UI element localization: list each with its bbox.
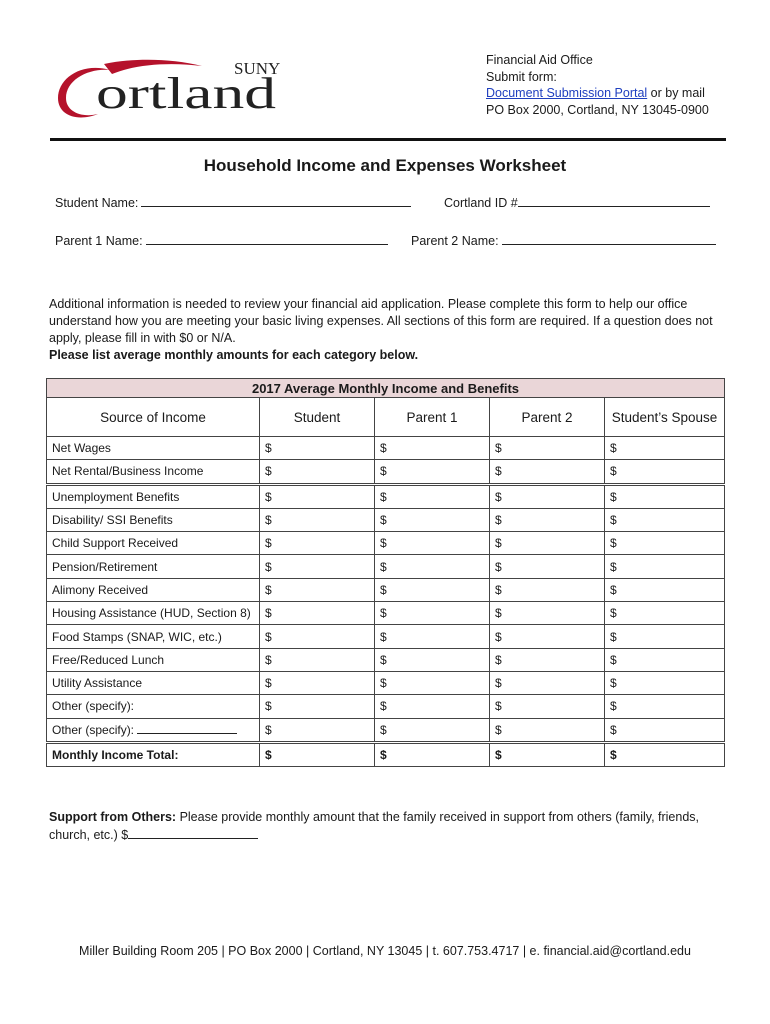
column-header: Parent 1: [375, 398, 490, 437]
table-row: [47, 508, 725, 531]
amount-cell[interactable]: $: [605, 718, 725, 742]
student-name-label: Student Name:: [55, 196, 139, 210]
specify-line[interactable]: [137, 722, 237, 734]
table-row: [47, 532, 725, 555]
table-row: [47, 671, 725, 694]
table-row: [47, 484, 725, 508]
amount-cell[interactable]: $: [375, 695, 490, 718]
amount-cell[interactable]: $: [260, 718, 375, 742]
income-source-label: Unemployment Benefits: [47, 484, 260, 508]
table-row: [47, 578, 725, 601]
amount-cell[interactable]: $: [490, 578, 605, 601]
mail-option-text: or by mail: [647, 86, 705, 100]
income-source-label: Pension/Retirement: [47, 555, 260, 578]
submit-form-label: Submit form:: [486, 69, 557, 84]
amount-cell[interactable]: $: [260, 648, 375, 671]
table-row: [47, 718, 725, 742]
amount-cell[interactable]: $: [375, 648, 490, 671]
amount-cell[interactable]: $: [490, 532, 605, 555]
instructions-bold: Please list average monthly amounts for each category below.: [49, 348, 419, 362]
amount-cell[interactable]: $: [375, 437, 490, 460]
mailing-address: PO Box 2000, Cortland, NY 13045-0900: [486, 102, 709, 117]
amount-cell[interactable]: $: [605, 648, 725, 671]
table-row: [47, 602, 725, 625]
table-row: [47, 460, 725, 484]
total-label: Monthly Income Total:: [47, 742, 260, 766]
cortland-id-field[interactable]: [444, 194, 710, 210]
amount-cell[interactable]: $: [375, 578, 490, 601]
footer-contact: Miller Building Room 205 | PO Box 2000 | Cortland, NY 13045 | t. 607.753.4717 | e. financial.aid@cortland.edu: [79, 944, 691, 958]
amount-cell[interactable]: $: [260, 695, 375, 718]
table-row: [47, 695, 725, 718]
amount-cell[interactable]: $: [260, 484, 375, 508]
total-amount-cell[interactable]: $: [605, 742, 725, 766]
income-source-label: Housing Assistance (HUD, Section 8): [47, 602, 260, 625]
total-row: [47, 742, 725, 766]
logo-suny-text: SUNY: [234, 59, 281, 78]
parent1-name-label: Parent 1 Name:: [55, 234, 143, 248]
income-source-label: Other (specify):: [47, 695, 260, 718]
amount-cell[interactable]: $: [605, 602, 725, 625]
office-name: Financial Aid Office: [486, 53, 593, 67]
amount-cell[interactable]: $: [490, 602, 605, 625]
amount-cell[interactable]: $: [490, 484, 605, 508]
total-amount-cell[interactable]: $: [375, 742, 490, 766]
table-row: [47, 648, 725, 671]
student-name-line[interactable]: [141, 194, 411, 207]
total-amount-cell[interactable]: $: [490, 742, 605, 766]
svg-text:ortland: ortland: [96, 69, 276, 118]
cortland-id-line[interactable]: [518, 194, 710, 207]
income-source-label: Disability/ SSI Benefits: [47, 508, 260, 531]
amount-cell[interactable]: $: [605, 671, 725, 694]
amount-cell[interactable]: $: [260, 460, 375, 484]
amount-cell[interactable]: $: [260, 625, 375, 648]
table-row: [47, 625, 725, 648]
total-amount-cell[interactable]: $: [260, 742, 375, 766]
cortland-swoosh-logo: [52, 52, 288, 126]
amount-cell[interactable]: $: [260, 532, 375, 555]
instructions-text: Additional information is needed to review your financial aid application. Please complete this form to help our office understand how you are meeting your basic living expenses. All sections of this form are required. If a question does not apply, please fill in with $0 or N/A.: [49, 297, 713, 345]
amount-cell[interactable]: $: [605, 625, 725, 648]
amount-cell[interactable]: $: [605, 555, 725, 578]
amount-cell[interactable]: $: [375, 625, 490, 648]
amount-cell[interactable]: $: [490, 718, 605, 742]
instructions: [49, 296, 729, 364]
suny-cortland-logo: [52, 52, 288, 126]
amount-cell[interactable]: $: [605, 578, 725, 601]
amount-cell[interactable]: $: [375, 555, 490, 578]
amount-cell[interactable]: $: [260, 671, 375, 694]
cortland-id-label: Cortland ID #: [444, 196, 518, 210]
column-header: Parent 2: [490, 398, 605, 437]
page-title: Household Income and Expenses Worksheet: [203, 156, 567, 175]
income-source-label: Net Rental/Business Income: [47, 460, 260, 484]
amount-cell[interactable]: $: [375, 671, 490, 694]
income-source-label: Net Wages: [47, 437, 260, 460]
amount-cell[interactable]: $: [490, 671, 605, 694]
amount-cell[interactable]: $: [490, 695, 605, 718]
amount-cell[interactable]: $: [260, 578, 375, 601]
parent2-name-field[interactable]: [411, 232, 716, 248]
amount-cell[interactable]: $: [375, 460, 490, 484]
income-source-label: Alimony Received: [47, 578, 260, 601]
column-header: Student: [260, 398, 375, 437]
support-amount-line[interactable]: [128, 826, 258, 839]
amount-cell[interactable]: $: [605, 508, 725, 531]
amount-cell[interactable]: $: [490, 625, 605, 648]
column-header: Source of Income: [47, 398, 260, 437]
parent1-name-field[interactable]: [55, 232, 388, 248]
income-source-label: Child Support Received: [47, 532, 260, 555]
amount-cell[interactable]: $: [260, 602, 375, 625]
amount-cell[interactable]: $: [490, 648, 605, 671]
amount-cell[interactable]: $: [490, 555, 605, 578]
parent1-name-line[interactable]: [146, 232, 388, 245]
document-portal-link[interactable]: Document Submission Portal: [486, 86, 648, 100]
amount-cell[interactable]: $: [605, 460, 725, 484]
table-row: [47, 555, 725, 578]
income-source-label: Free/Reduced Lunch: [47, 648, 260, 671]
support-from-others: [49, 808, 729, 844]
amount-cell[interactable]: $: [260, 555, 375, 578]
table-row: [47, 437, 725, 460]
amount-cell[interactable]: $: [375, 508, 490, 531]
income-source-label: Other (specify):: [47, 718, 260, 742]
amount-cell[interactable]: $: [605, 437, 725, 460]
amount-cell[interactable]: $: [605, 532, 725, 555]
amount-cell[interactable]: $: [605, 484, 725, 508]
table-caption: 2017 Average Monthly Income and Benefits: [47, 379, 725, 398]
amount-cell[interactable]: $: [375, 532, 490, 555]
amount-cell[interactable]: $: [375, 718, 490, 742]
support-label: Support from Others:: [49, 810, 177, 824]
amount-cell[interactable]: $: [375, 484, 490, 508]
student-name-field[interactable]: [55, 194, 411, 210]
amount-cell[interactable]: $: [490, 460, 605, 484]
office-info: [486, 52, 709, 118]
amount-cell[interactable]: $: [490, 508, 605, 531]
amount-cell[interactable]: $: [260, 437, 375, 460]
parent2-name-label: Parent 2 Name:: [411, 234, 499, 248]
income-source-label: Utility Assistance: [47, 671, 260, 694]
income-source-label: Food Stamps (SNAP, WIC, etc.): [47, 625, 260, 648]
amount-cell[interactable]: $: [375, 602, 490, 625]
amount-cell[interactable]: $: [490, 437, 605, 460]
header-divider: [50, 138, 726, 141]
column-header: Student’s Spouse: [605, 398, 725, 437]
income-table: [46, 378, 725, 767]
support-text: Please provide monthly amount that the family received in support from others (family, friends, church, etc.) $: [49, 810, 700, 842]
amount-cell[interactable]: $: [605, 695, 725, 718]
parent2-name-line[interactable]: [502, 232, 716, 245]
amount-cell[interactable]: $: [260, 508, 375, 531]
